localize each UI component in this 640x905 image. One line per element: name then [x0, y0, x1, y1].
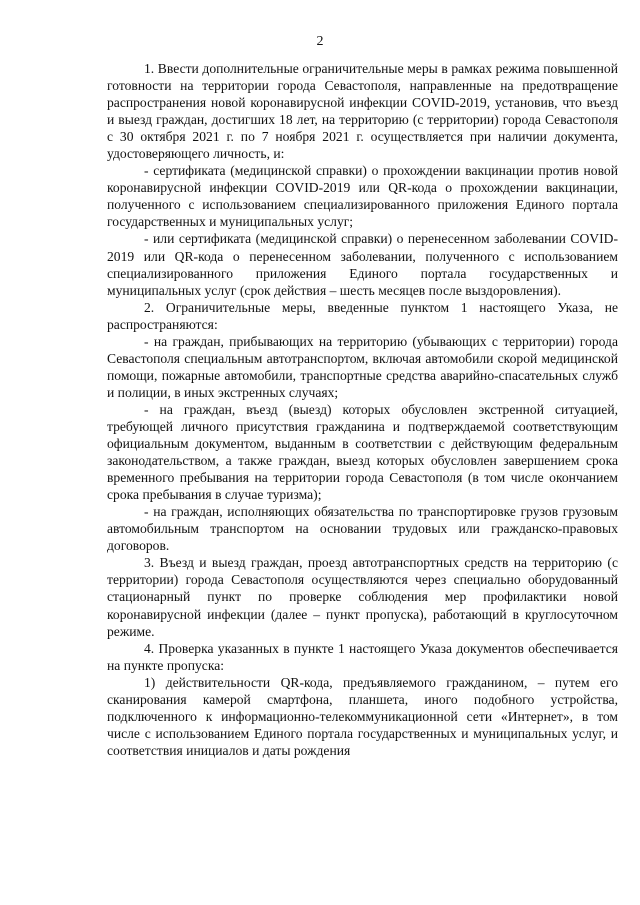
paragraph-1: 1. Ввести дополнительные ограничительные меры в рамках режима повышенной готовности на территории города Севастополя, направленные на предотвращение распространения новой коронавирусной инфекции COVID-2019, установив, что въезд и выезд граждан, достигших 18 лет, на территорию (с территории) города Севастополя с 30 октября 2021 г. по 7 ноября 2021 г. осуществляется при наличии документа, удостоверяющего личность, и:: [107, 61, 618, 162]
paragraph-3: 3. Въезд и выезд граждан, проезд автотранспортных средств на территорию (с территории) города Севастополя осуществляются через специально оборудованный стационарный пункт по проверке соблюдения мер профилактики новой коронавирусной инфекции (далее – пункт пропуска), работающий в круглосуточном режиме.: [107, 555, 618, 639]
paragraph-emergency: - на граждан, въезд (выезд) которых обусловлен экстренной ситуацией, требующей личного присутствия гражданина и подтверждаемой соответствующим официальным документом, выданным в соответствии с действующим федеральным законодательством, а также граждан, выезд которых обусловлен завершением срока временного пребывания на территории города Севастополя (в том числе окончанием срока пребывания в случае туризма);: [107, 401, 618, 503]
paragraph-2: 2. Ограничительные меры, введенные пунктом 1 настоящего Указа, не распространяются:: [107, 299, 618, 332]
page-number: 2: [316, 34, 324, 49]
paragraph-vaccination-certificate: - сертификата (медицинской справки) о прохождении вакцинации против новой коронавирусной инфекции COVID-2019 или QR-кода о прохождении вакцинации, полученного с использованием специализированного приложения Единого портала государственных и муниципальных услуг;: [107, 163, 618, 230]
decree-text: [107, 60, 618, 759]
paragraph-4-item-1: 1) действительности QR-кода, предъявляемого гражданином, – путем его сканирования камерой смартфона, планшета, иного подобного устройства, подключенного к информационно-телекоммуникационной сети «Интернет», в том числе с использованием Единого портала государственных и муниципальных услуг, и соответствия инициалов и даты рождения: [107, 674, 618, 758]
paragraph-cargo: - на граждан, исполняющих обязательства по транспортировке грузов грузовым автомобильным транспортом на основании трудовых или гражданско-правовых договоров.: [107, 504, 618, 554]
paragraph-recovery-certificate: - или сертификата (медицинской справки) о перенесенном заболевании COVID-2019 или QR-кода о перенесенном заболевании, полученного с использованием специализированного приложения Единого портала государственных и муниципальных услуг (срок действия – шесть месяцев после выздоровления).: [107, 231, 618, 298]
paragraph-4: 4. Проверка указанных в пункте 1 настоящего Указа документов обеспечивается на пункте пропуска:: [107, 640, 618, 673]
paragraph-special-transport: - на граждан, прибывающих на территорию (убывающих с территории) города Севастополя специальным автотранспортом, включая автомобили скорой медицинской помощи, пожарные автомобили, транспортные средства аварийно-спасательных служб и полиции, в иных экстренных случаях;: [107, 333, 618, 400]
